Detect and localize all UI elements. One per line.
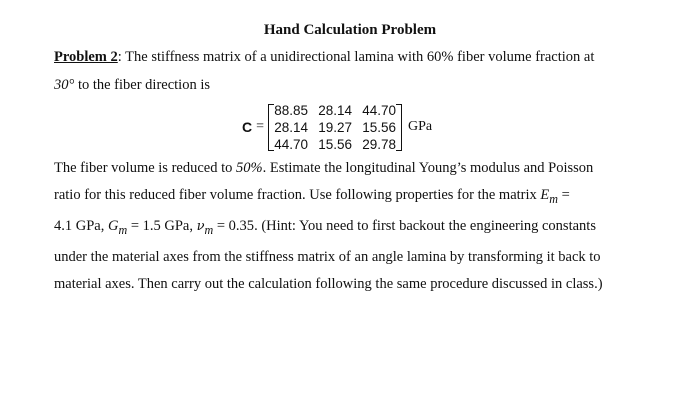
problem-label: Problem 2 bbox=[54, 49, 118, 65]
vm-symbol: ν bbox=[196, 218, 205, 234]
problem-intro-text-2: to the fiber direction is bbox=[74, 77, 211, 93]
stiffness-matrix bbox=[268, 102, 402, 153]
em-value: 4.1 GPa, bbox=[54, 217, 108, 234]
matrix-cell: 19.27 bbox=[318, 119, 353, 135]
body-text: . (Hint: You need to first backout the engineering constants bbox=[254, 217, 596, 234]
body-line-4: under the material axes from the stiffness matrix of an angle lamina by transforming it back to bbox=[54, 248, 601, 265]
stiffness-matrix-equation bbox=[242, 100, 432, 154]
vm-subscript: m bbox=[204, 222, 214, 237]
matrix-cell: 15.56 bbox=[318, 136, 353, 152]
problem-body bbox=[54, 155, 654, 298]
matrix-row bbox=[274, 102, 396, 119]
matrix-cell: 28.14 bbox=[318, 102, 353, 118]
matrix-cell: 88.85 bbox=[274, 102, 309, 118]
problem-statement-line-2 bbox=[54, 77, 210, 94]
angle-value: 30° bbox=[54, 77, 75, 93]
reduced-volume-fraction: 50% bbox=[236, 160, 263, 176]
body-text: ratio for this reduced fiber volume fraction. Use following properties for the matrix bbox=[54, 187, 541, 203]
gm-symbol: G bbox=[107, 217, 119, 234]
body-line-2 bbox=[54, 182, 654, 213]
matrix-cell: 15.56 bbox=[362, 119, 397, 135]
matrix-row bbox=[274, 136, 396, 153]
matrix-cell: 29.78 bbox=[362, 136, 397, 152]
body-line-5: material axes. Then carry out the calculation following the same procedure discussed in class.) bbox=[54, 275, 603, 292]
problem-statement-line-1 bbox=[54, 49, 594, 66]
vm-value: = 0.35 bbox=[213, 217, 255, 234]
body-text: . Estimate the longitudinal Young’s modulus and Poisson bbox=[262, 160, 594, 176]
gm-value: = 1.5 GPa, bbox=[127, 217, 197, 234]
em-symbol: E bbox=[540, 187, 550, 203]
matrix-cell: 44.70 bbox=[362, 102, 397, 118]
body-text: The fiber volume is reduced to bbox=[54, 160, 236, 176]
body-line-1 bbox=[54, 155, 654, 182]
matrix-row bbox=[274, 119, 396, 136]
page-title: Hand Calculation Problem bbox=[263, 22, 437, 38]
matrix-equals: = bbox=[256, 119, 265, 134]
body-line-3 bbox=[54, 213, 654, 244]
matrix-cell: 28.14 bbox=[274, 119, 309, 135]
matrix-symbol: C bbox=[242, 119, 253, 135]
problem-intro-text: : The stiffness matrix of a unidirectional lamina with 60% fiber volume fraction at bbox=[117, 49, 595, 65]
body-text: = bbox=[558, 187, 570, 203]
matrix-unit: GPa bbox=[408, 119, 433, 134]
matrix-cell: 44.70 bbox=[274, 136, 309, 152]
gm-subscript: m bbox=[118, 222, 128, 237]
em-subscript: m bbox=[549, 191, 558, 206]
